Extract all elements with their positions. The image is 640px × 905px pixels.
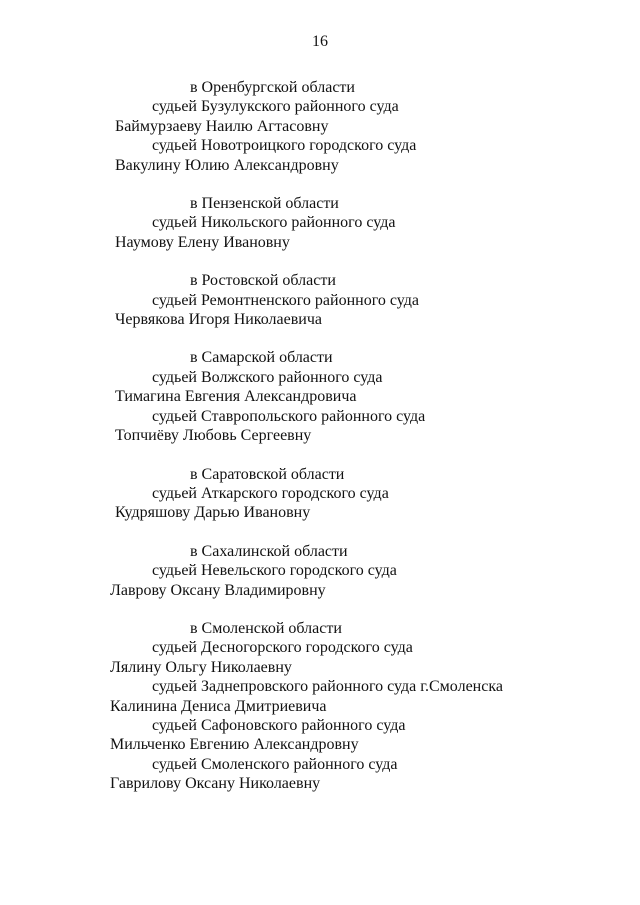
region-title: в Ростовской области bbox=[190, 272, 336, 290]
court-position: судьей Новотроицкого городского суда bbox=[152, 137, 417, 155]
appointments-list bbox=[0, 78, 640, 813]
region-saratov bbox=[0, 465, 640, 523]
region-penza bbox=[0, 194, 640, 252]
court-position: судьей Ставропольского районного суда bbox=[152, 407, 426, 425]
judge-name: Лялину Ольгу Николаевну bbox=[110, 658, 292, 676]
court-position: судьей Невельского городского суда bbox=[152, 562, 397, 580]
court-position: судьей Ремонтненского районного суда bbox=[152, 291, 419, 309]
judge-name: Калинина Дениса Дмитриевича bbox=[110, 697, 327, 715]
judge-name: Кудряшову Дарью Ивановну bbox=[115, 504, 311, 522]
court-position: судьей Десногорского городского суда bbox=[152, 639, 413, 657]
region-rostov bbox=[0, 271, 640, 329]
region-sakhalin bbox=[0, 542, 640, 600]
judge-name: Гаврилову Оксану Николаевну bbox=[110, 775, 321, 793]
judge-name: Вакулину Юлию Александровну bbox=[115, 156, 339, 174]
judge-name: Наумову Елену Ивановну bbox=[115, 233, 290, 251]
region-title: в Смоленской области bbox=[190, 619, 342, 637]
region-title: в Саратовской области bbox=[190, 465, 345, 483]
court-position: судьей Бузулукского районного суда bbox=[152, 98, 399, 116]
region-orenburg bbox=[0, 78, 640, 175]
judge-name: Баймурзаеву Наилю Агтасовну bbox=[115, 117, 329, 135]
region-title: в Сахалинской области bbox=[190, 542, 348, 560]
judge-name: Топчиёву Любовь Сергеевну bbox=[115, 427, 312, 445]
court-position: судьей Аткарского городского суда bbox=[152, 484, 389, 502]
page-number: 16 bbox=[312, 33, 328, 50]
region-samara bbox=[0, 348, 640, 445]
judge-name: Мильченко Евгению Александровну bbox=[110, 736, 359, 754]
judge-name: Червякова Игоря Николаевича bbox=[115, 311, 323, 329]
court-position: судьей Заднепровского районного суда г.Смоленска bbox=[152, 678, 503, 696]
judge-name: Тимагина Евгения Александровича bbox=[115, 388, 357, 406]
court-position: судьей Волжского районного суда bbox=[152, 368, 383, 386]
court-position: судьей Сафоновского районного суда bbox=[152, 716, 406, 734]
court-position: судьей Смоленского районного суда bbox=[152, 755, 398, 773]
region-title: в Самарской области bbox=[190, 349, 333, 367]
court-position: судьей Никольского районного суда bbox=[152, 214, 396, 232]
judge-name: Лаврову Оксану Владимировну bbox=[110, 581, 326, 599]
region-smolensk bbox=[0, 619, 640, 794]
region-title: в Пензенской области bbox=[190, 195, 339, 213]
region-title: в Оренбургской области bbox=[190, 79, 355, 96]
